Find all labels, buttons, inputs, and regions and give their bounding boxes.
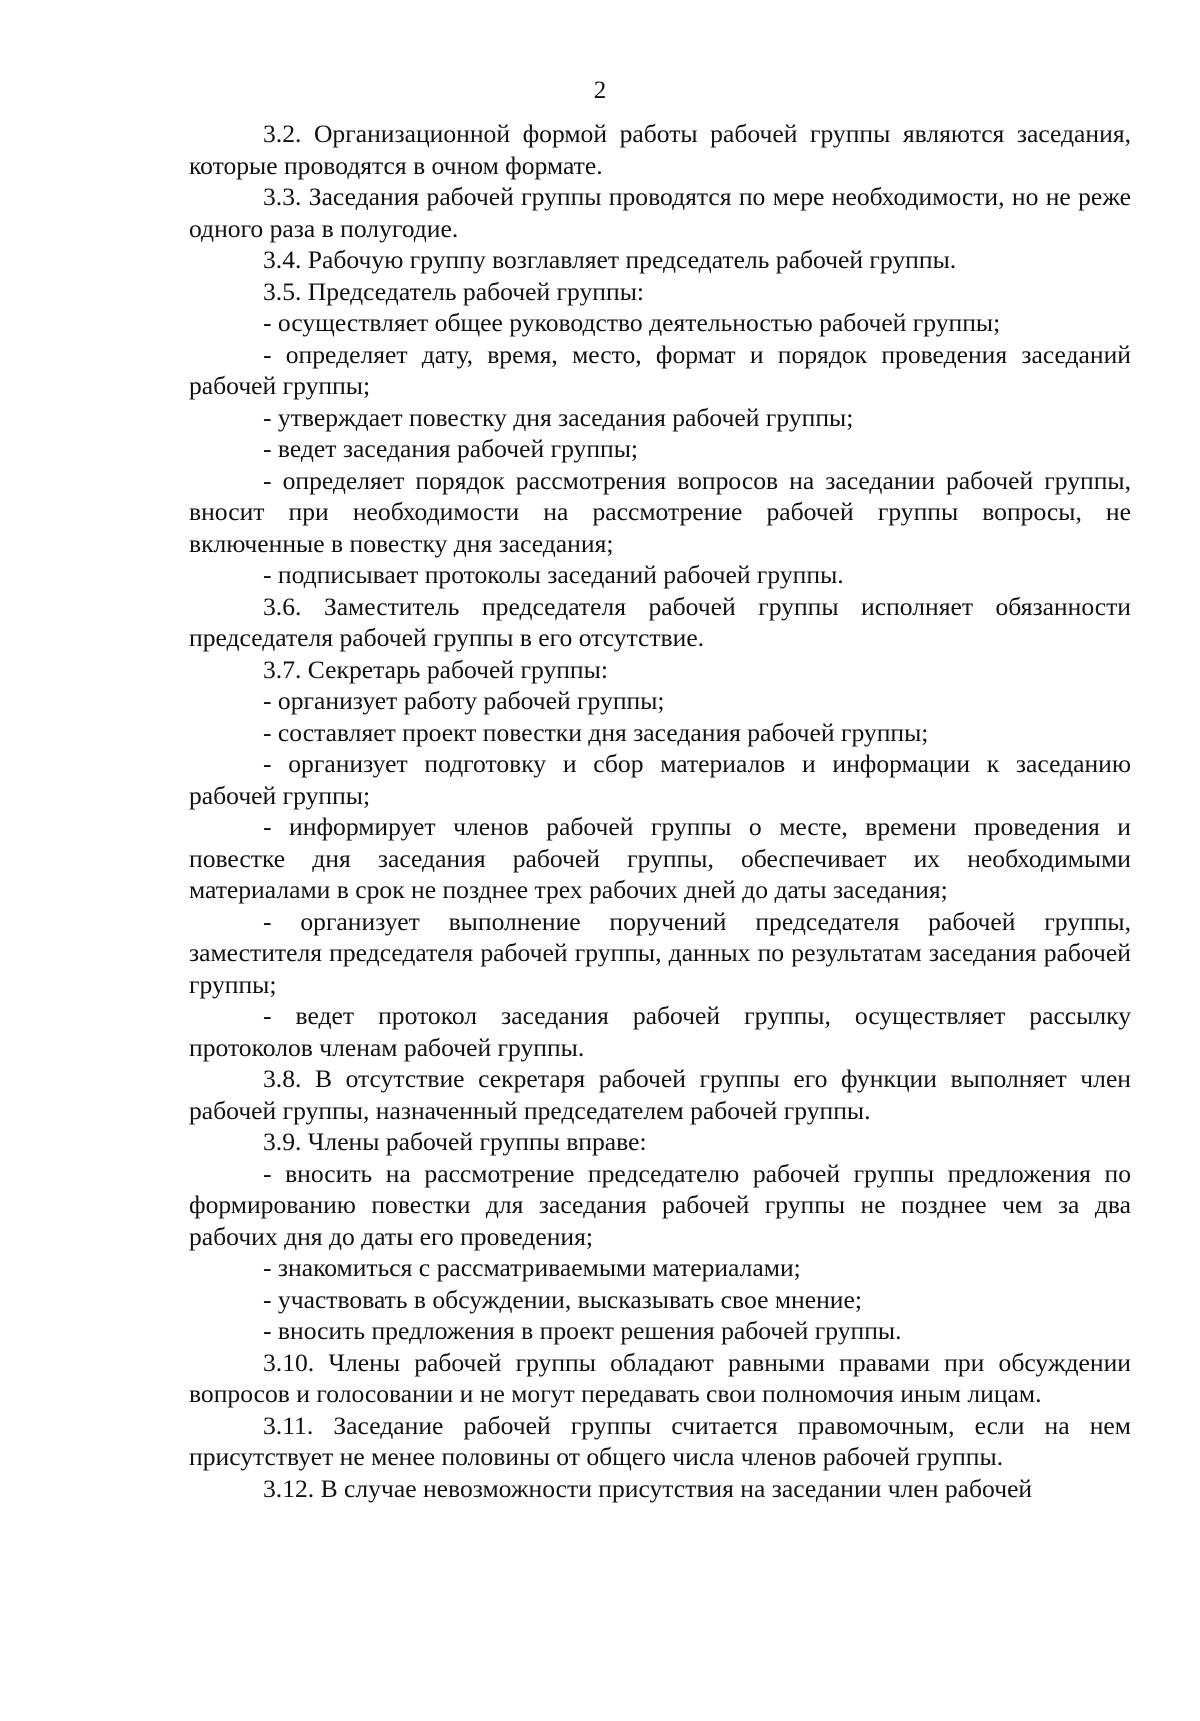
list-item: - утверждает повестку дня заседания рабочей группы;	[263, 402, 854, 432]
paragraph-3-5: 3.5. Председатель рабочей группы:	[263, 276, 645, 306]
list-item: - организует работу рабочей группы;	[263, 686, 665, 715]
list-item: - вносить на рассмотрение председателю рабочей группы предложения по формированию повестки для заседания рабочей группы не позднее чем за два рабочих дня до даты его проведения;	[189, 1158, 1131, 1251]
list-item: - определяет порядок рассмотрения вопросов на заседании рабочей группы, вносит при необходимости на рассмотрение рабочей группы вопросы, не включенные в повестку дня заседания;	[189, 465, 1131, 558]
list-item: - организует подготовку и сбор материалов и информации к заседанию рабочей группы;	[189, 749, 1131, 810]
list-item: - составляет проект повестки дня заседания рабочей группы;	[263, 717, 929, 747]
paragraph-3-11: 3.11. Заседание рабочей группы считается правомочным, если на нем присутствует не менее половины от общего числа членов рабочей группы.	[189, 1410, 1131, 1471]
paragraph-3-3: 3.3. Заседания рабочей группы проводятся по мере необходимости, но не реже одного раза в полугодие.	[189, 182, 1131, 243]
paragraph-3-10: 3.10. Члены рабочей группы обладают равными правами при обсуждении вопросов и голосовании и не могут передавать свои полномочия иным лицам.	[189, 1347, 1131, 1408]
paragraph-3-6: 3.6. Заместитель председателя рабочей группы исполняет обязанности председателя рабочей группы в его отсутствие.	[189, 591, 1131, 652]
list-item: - подписывает протоколы заседаний рабочей группы.	[263, 560, 844, 589]
list-item: - участвовать в обсуждении, высказывать свое мнение;	[263, 1284, 862, 1314]
paragraph-3-9: 3.9. Члены рабочей группы вправе:	[263, 1127, 647, 1156]
paragraph-3-7: 3.7. Секретарь рабочей группы:	[263, 654, 608, 684]
paragraph-3-12: 3.12. В случае невозможности присутствия на заседании член рабочей	[263, 1473, 1033, 1503]
document-body	[189, 118, 1131, 1504]
list-item: - осуществляет общее руководство деятельностью рабочей группы;	[263, 308, 1001, 337]
list-item: - вносить предложения в проект решения рабочей группы.	[263, 1316, 902, 1345]
paragraph-3-4: 3.4. Рабочую группу возглавляет председатель рабочей группы.	[263, 245, 957, 274]
list-item: - ведет протокол заседания рабочей группы, осуществляет рассылку протоколов членам рабочей группы.	[189, 1001, 1131, 1062]
paragraph-3-2: 3.2. Организационной формой работы рабочей группы являются заседания, которые проводятся в очном формате.	[189, 119, 1131, 180]
list-item: - определяет дату, время, место, формат и порядок проведения заседаний рабочей группы;	[189, 339, 1131, 400]
paragraph-3-8: 3.8. В отсутствие секретаря рабочей группы его функции выполняет член рабочей группы, назначенный председателем рабочей группы.	[189, 1064, 1131, 1125]
list-item: - организует выполнение поручений председателя рабочей группы, заместителя председателя рабочей группы, данных по результатам заседания рабочей группы;	[189, 906, 1131, 999]
list-item: - ведет заседания рабочей группы;	[263, 434, 639, 463]
list-item: - знакомиться с рассматриваемыми материалами;	[263, 1253, 801, 1282]
list-item: - информирует членов рабочей группы о месте, времени проведения и повестке дня заседания рабочей группы, обеспечивает их необходимыми материалами в срок не позднее трех рабочих дней до даты заседания;	[189, 812, 1131, 904]
page-number: 2	[593, 77, 607, 104]
